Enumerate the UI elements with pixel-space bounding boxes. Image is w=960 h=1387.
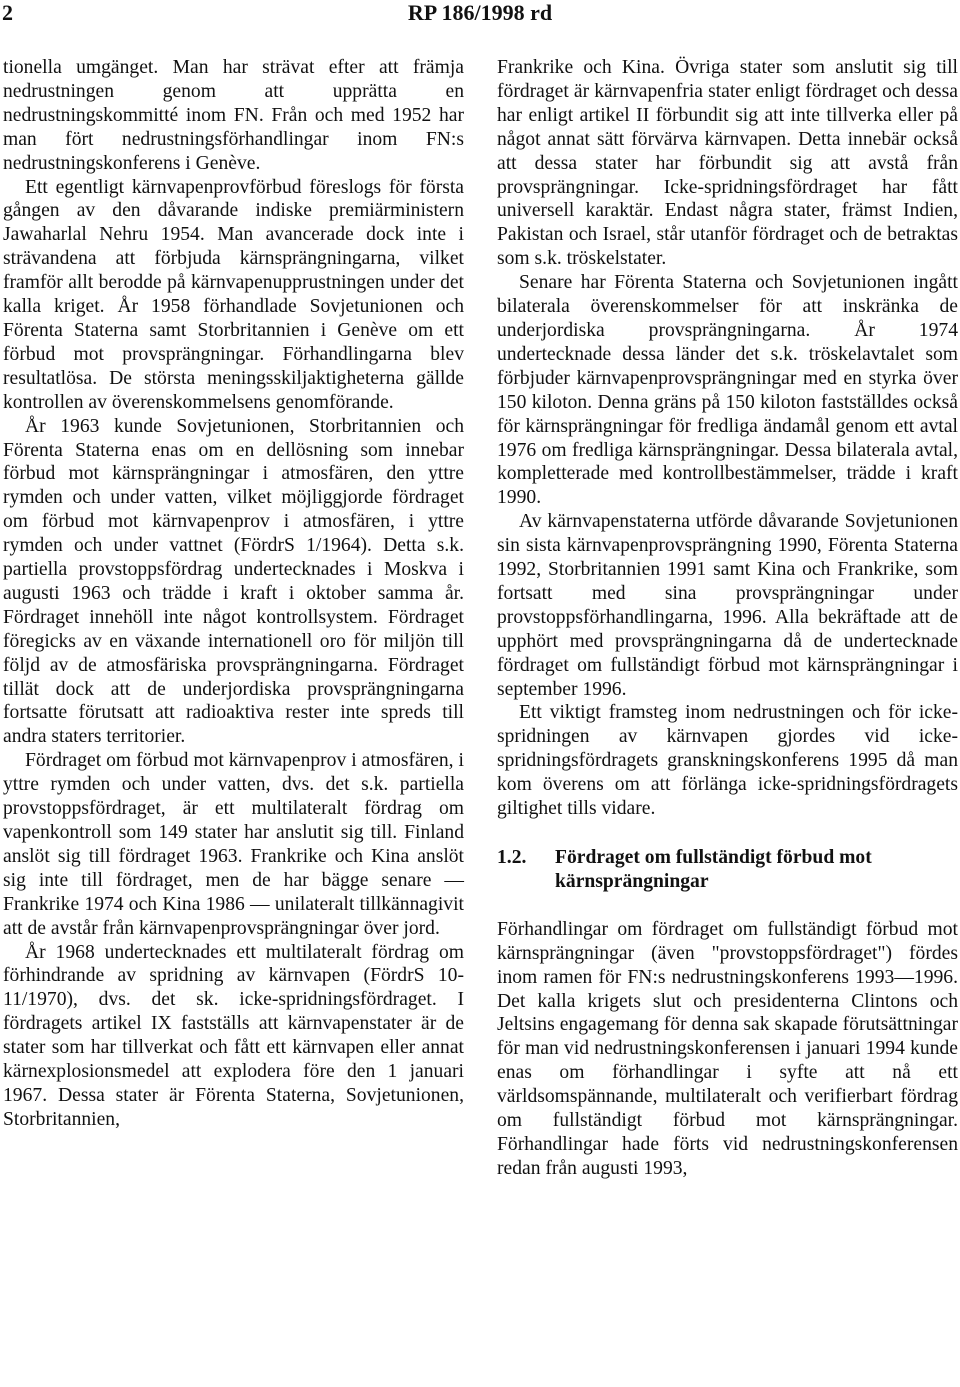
paragraph: Frankrike och Kina. Övriga stater som anslutit sig till fördraget är kärnvapenfria stater enligt fördraget och dessa har enligt artikel II förbundit sig att inte tillverka eller på något annat sätt förvärva kärnvapen. Detta innebär också att dessa stater har förbundit sig att avstå från provsprängningar. Icke-spridningsfördraget har fått universell karaktär. Endast några stater, främst Indien, Pakistan och Israel, står utanför fördraget och de betraktas som s.k. tröskelstater. [497, 57, 958, 270]
paragraph: Av kärnvapenstaterna utförde dåvarande Sovjetunionen sin sista kärnvapenprovsprängning 1990, Förenta Staterna 1992, Storbritannien 1991 samt Kina och Frankrike, som fortsatt med sina provsprängningar under provstoppsförhandlingarna, 1996. Alla bekräftade att de upphört med provsprängningarna då de undertecknade fördraget om fullständigt förbud mot kärnsprängningar i september 1996. [497, 511, 958, 700]
section-heading [497, 846, 958, 894]
paragraph: År 1968 undertecknades ett multilateralt fördrag om förhindrande av spridning av kärnvapen (FördrS 10-11/1970), dvs. det sk. icke-spridningsfördraget. I fördragets artikel IX fastställs att kärnvapenstater är de stater som har tillverkat och fått ett kärnvapen eller annat kärnexplosionsmedel att explodera före den 1 januari 1967. Dessa stater är Förenta Staterna, Sovjetunionen, Storbritannien, [3, 941, 464, 1130]
paragraph: Fördraget om förbud mot kärnvapenprov i atmosfären, i yttre rymden och under vatten, dvs. det s.k. partiella provstoppsfördraget, är ett multilateralt fördrag om vapenkontroll som 149 stater har anslutit sig till. Finland anslöt sig till fördraget 1963. Frankrike och Kina anslöt sig inte till fördraget, men de har bägge senare — Frankrike 1974 och Kina 1986 — unilateralt tillkännagivit att de avstår från kärnvapenprovsprängningar över jord. [3, 750, 464, 939]
document-id: RP 186/1998 rd [407, 0, 553, 25]
paragraph: År 1963 kunde Sovjetunionen, Storbritannien och Förenta Staterna enas om en dellösning som innebar förbud mot kärnsprängningar i atmosfären, den yttre rymden och under vatten, vilket möjliggjorde fördraget om förbud mot kärnvapenprov i atmosfären, i yttre rymden och under vattnet (FördrS 1/1964). Detta s.k. partiella provstoppsfördrag undertecknades i Moskva i augusti 1963 och trädde i kraft i oktober samma år. Fördraget innehöll inte något kontrollsystem. Fördraget föregicks av en växande internationell oro för miljön till följd av de atmosfäriska provsprängningarna. Fördraget tillät dock att de underjordiska provsprängningarna fortsatte förutsatt att radioaktiva rester inte spreds till andra staters territorier. [3, 415, 464, 748]
paragraph: Ett egentligt kärnvapenprovförbud föreslogs för första gången av den dåvarande indiske premiärministern Jawaharlal Nehru 1954. Man avancerade dock inte i strävandena att förbjuda kärnsprängningarna, vilket framför allt berodde på kärnvapenupprustningen under det kalla kriget. År 1958 förhandlade Sovjetunionen och Förenta Staterna samt Storbritannien i Genève om ett förbud mot provsprängningar. Förhandlingarna blev resultatlösa. De största meningsskiljaktigheterna gällde kontrollen av överenskommelsens genomförande. [3, 176, 464, 413]
paragraph: Ett viktigt framsteg inom nedrustningen och för icke-spridningen av kärnvapen gjordes vid icke-spridningsfördragets granskningskonferens 1995 då man kom överens om att förlänga icke-spridningsfördragets giltighet tills vidare. [497, 702, 958, 820]
paragraph: tionella umgänget. Man har strävat efter att främja nedrustningen genom att upprätta en nedrustningskommitté inom FN. Från och med 1952 har man fört nedrustningsförhandlingar inom FN:s nedrustningskonferens i Genève. [3, 57, 464, 174]
page-header [0, 0, 960, 30]
section-number: 1.2. [497, 847, 527, 868]
page-number: 2 [2, 0, 13, 25]
paragraph: Förhandlingar om fördraget om fullständigt förbud mot kärnsprängningar (även "provstoppsfördraget") fördes inom ramen för FN:s nedrustningskonferens 1993—1996. Det kalla krigets slut och presidenterna Clintons och Jeltsins engagemang för denna sak skapade förutsättningar för man vid nedrustningskonferensen i januari 1994 kunde enas om förhandlingar i syfte att nå ett världsomspännande, multilateralt och verifierbart fördrag om fullständigt förbud mot kärnsprängningar. Förhandlingar hade förts vid nedrustningskonferensen redan från augusti 1993, [497, 918, 958, 1179]
left-column [3, 56, 464, 1132]
paragraph: Senare har Förenta Staterna och Sovjetunionen ingått bilaterala överenskommelser för att inskränka de underjordiska provsprängningarna. År 1974 undertecknade dessa länder det s.k. tröskelavtalet som förbjuder kärnvapenprovsprängningar med en styrka över 150 kiloton. Denna gräns på 150 kiloton fastställdes också för kärnsprängningar för fredliga ändamål genom ett avtal 1976 om fredliga kärnsprängningar. Dessa bilaterala avtal, kompletterade med kontrollbestämmelser, trädde i kraft 1990. [497, 272, 958, 509]
right-column [497, 56, 958, 1181]
section-title: Fördraget om fullständigt förbud mot kärnsprängningar [555, 847, 872, 892]
